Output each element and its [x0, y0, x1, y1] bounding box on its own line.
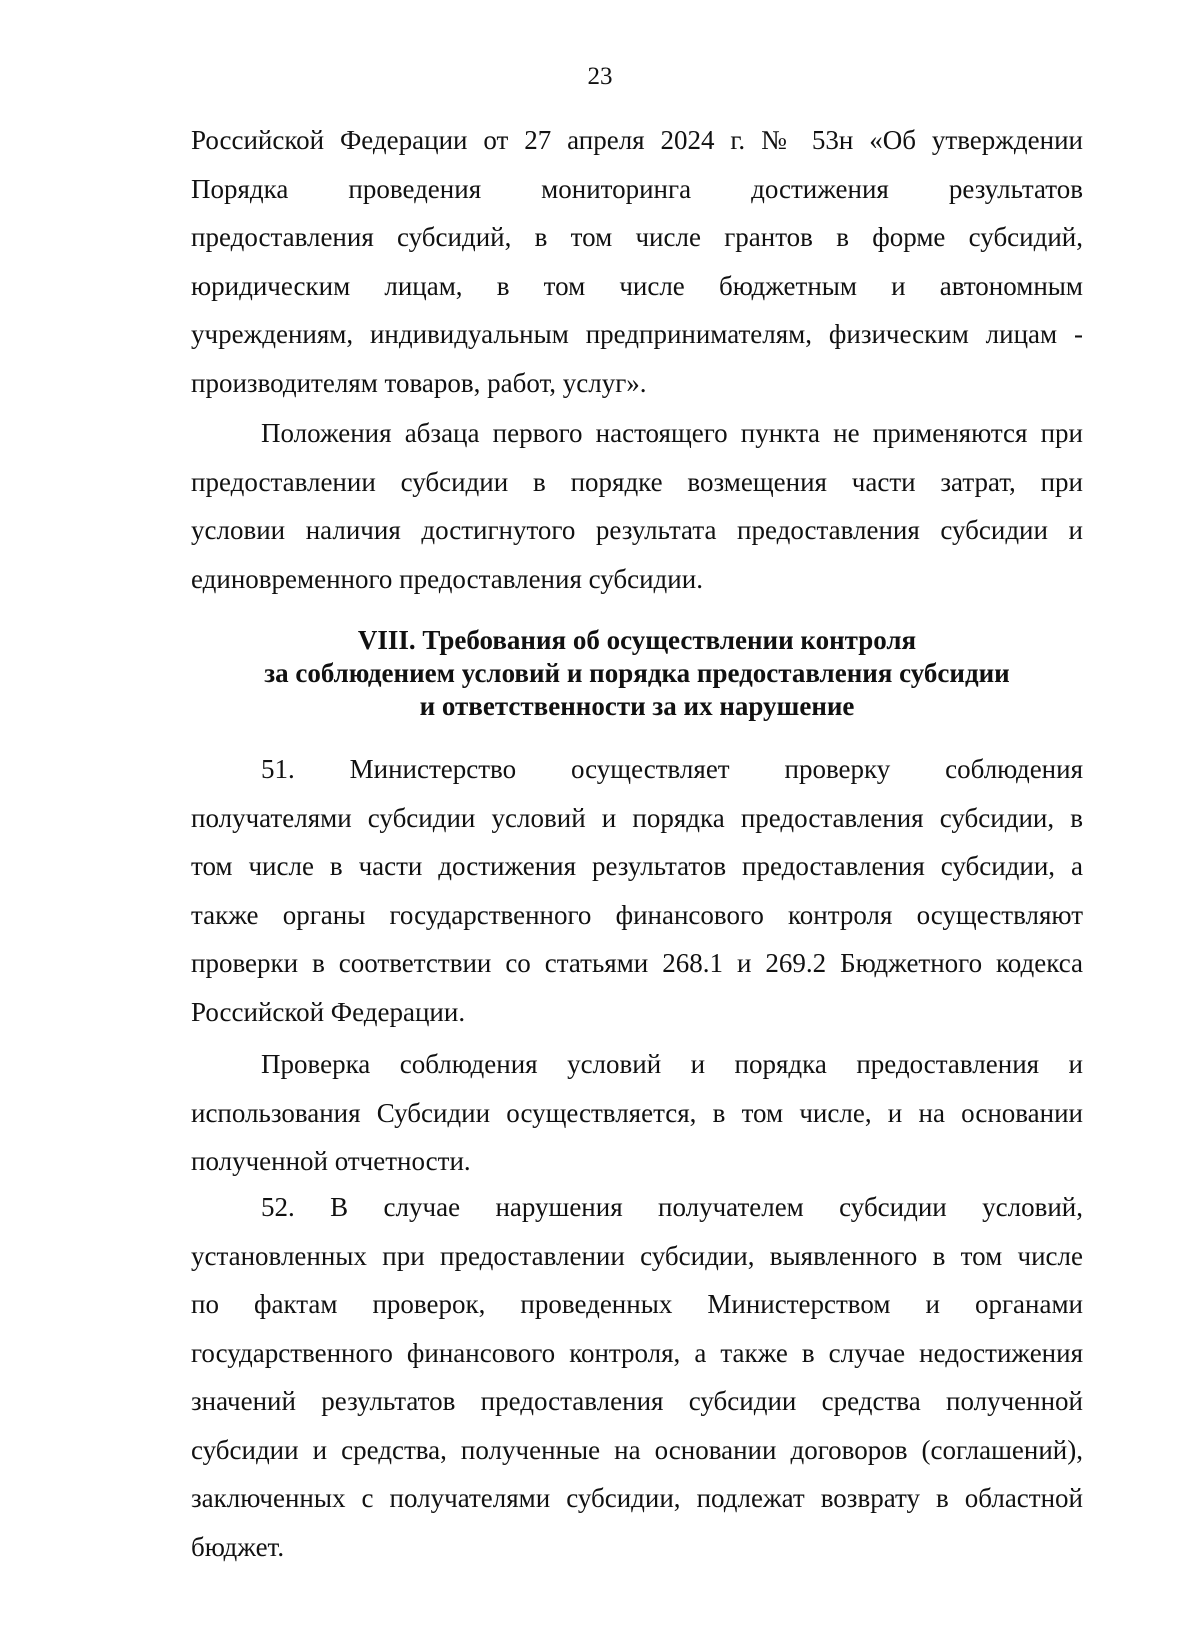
text-line: том числе в части достижения результатов предоставления субсидии, а — [191, 851, 1083, 881]
text-line: 52. В случае нарушения получателем субсидии условий, — [261, 1192, 1083, 1222]
text-line: проверки в соответствии со статьями 268.1 и 269.2 Бюджетного кодекса — [191, 948, 1083, 978]
text-line: условии наличия достигнутого результата предоставления субсидии и — [191, 515, 1083, 545]
text-line: использования Субсидии осуществляется, в том числе, и на основании — [191, 1097, 1083, 1128]
text-line: Российской Федерации от 27 апреля 2024 г. № 53н «Об утверждении — [191, 125, 1083, 155]
text-line: по фактам проверок, проведенных Министерством и органами — [191, 1289, 1083, 1319]
text-line: юридическим лицам, в том числе бюджетным и автономным — [191, 270, 1083, 301]
text-line: предоставления субсидий, в том числе грантов в форме субсидий, — [191, 222, 1083, 252]
text-line: Российской Федерации. — [191, 996, 466, 1027]
paragraph-52 — [191, 1183, 1083, 1571]
text-line: бюджет. — [191, 1531, 285, 1562]
text-line: также органы государственного финансового контроля осуществляют — [191, 899, 1083, 930]
text-line: учреждениям, индивидуальным предпринимателям, физическим лицам - — [191, 319, 1083, 349]
text-line: субсидии и средства, полученные на основании договоров (соглашений), — [191, 1434, 1083, 1465]
paragraph-51 — [191, 745, 1083, 1036]
text-line: заключенных с получателями субсидии, подлежат возврату в областной — [191, 1483, 1083, 1513]
text-line: единовременного предоставления субсидии. — [191, 563, 703, 594]
text-line: государственного финансового контроля, а также в случае недостижения — [191, 1337, 1083, 1368]
paragraph-continuation — [191, 116, 1083, 407]
section-heading — [191, 624, 1083, 723]
heading-line: за соблюдением условий и порядка предоставления субсидии — [264, 658, 1010, 688]
paragraph-check — [191, 1040, 1083, 1186]
text-line: производителям товаров, работ, услуг». — [191, 367, 647, 398]
text-line: получателями субсидии условий и порядка предоставления субсидии, в — [191, 802, 1083, 833]
text-line: полученной отчетности. — [191, 1146, 471, 1176]
text-line: Положения абзаца первого настоящего пункта не применяются при — [261, 418, 1083, 448]
text-line: установленных при предоставлении субсидии, выявленного в том числе — [191, 1240, 1083, 1271]
paragraph-provisions — [191, 409, 1083, 603]
text-line: значений результатов предоставления субсидии средства полученной — [191, 1386, 1083, 1416]
heading-line: и ответственности за их нарушение — [419, 691, 855, 721]
heading-line: VIII. Требования об осуществлении контроля — [357, 625, 917, 655]
text-line: предоставлении субсидии в порядке возмещения части затрат, при — [191, 466, 1083, 497]
text-line: Порядка проведения мониторинга достижения результатов — [191, 173, 1083, 204]
text-line: 51. Министерство осуществляет проверку соблюдения — [261, 754, 1083, 784]
page-number: 23 — [587, 63, 613, 90]
text-line: Проверка соблюдения условий и порядка предоставления и — [261, 1049, 1083, 1079]
